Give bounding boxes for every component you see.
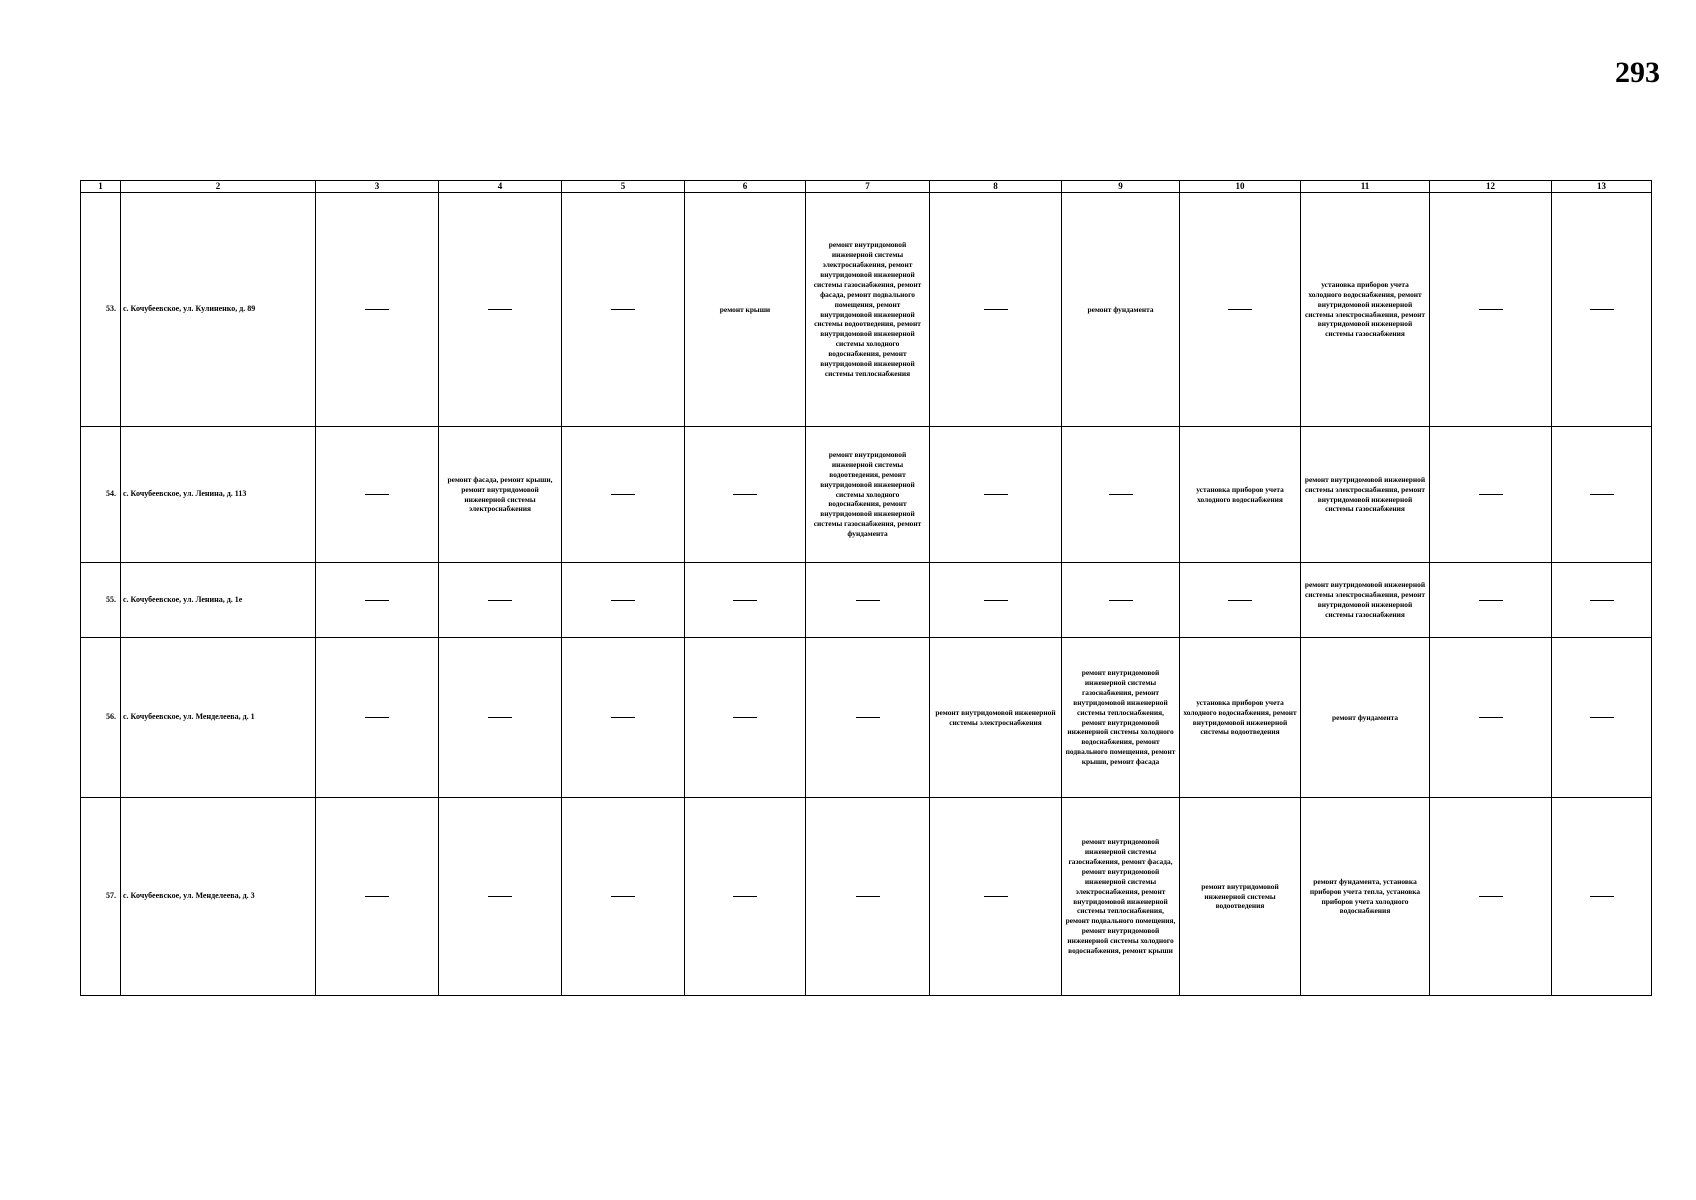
- empty-dash: [733, 494, 757, 495]
- empty-dash: [611, 896, 635, 897]
- work-cell: установка приборов учета холодного водоснабжения, ремонт внутридомовой инженерной системы водоотведения: [1180, 638, 1301, 798]
- empty-dash: [1109, 600, 1133, 601]
- empty-dash: [733, 717, 757, 718]
- table-row: [81, 563, 1652, 638]
- empty-dash: [488, 896, 512, 897]
- work-cell: [685, 427, 806, 563]
- work-cell: [685, 798, 806, 996]
- table-row: [81, 638, 1652, 798]
- empty-dash: [1590, 717, 1614, 718]
- work-cell: ремонт внутридомовой инженерной системы электроснабжения, ремонт внутридомовой инженерной системы газоснабжения: [1301, 427, 1430, 563]
- empty-dash: [488, 717, 512, 718]
- empty-dash: [611, 717, 635, 718]
- column-number: 5: [562, 181, 685, 193]
- work-cell: ремонт внутридомовой инженерной системы электроснабжения: [930, 638, 1062, 798]
- empty-dash: [1590, 494, 1614, 495]
- column-number: 4: [439, 181, 562, 193]
- work-cell: [685, 638, 806, 798]
- work-cell: [1180, 193, 1301, 427]
- empty-dash: [365, 494, 389, 495]
- address-cell: с. Кочубеевское, ул. Ленина, д. 1е: [121, 563, 316, 638]
- empty-dash: [733, 600, 757, 601]
- empty-dash: [1479, 717, 1503, 718]
- empty-dash: [1590, 896, 1614, 897]
- empty-dash: [1479, 494, 1503, 495]
- column-number: 3: [316, 181, 439, 193]
- column-number: 12: [1430, 181, 1552, 193]
- work-cell: ремонт фундамента: [1301, 638, 1430, 798]
- column-number: 11: [1301, 181, 1430, 193]
- repair-schedule-table: [80, 180, 1652, 996]
- work-cell: ремонт внутридомовой инженерной системы электроснабжения, ремонт внутридомовой инженерной системы газоснабжения, ремонт фасада, ремонт подвального помещения, ремонт внутридомовой инженерной системы водоотведения, ремонт внутридомовой инженерной системы холодного водоснабжения, ремонт внутридомовой инженерной системы теплоснабжения: [806, 193, 930, 427]
- address-cell: с. Кочубеевское, ул. Менделеева, д. 1: [121, 638, 316, 798]
- work-cell: [1430, 638, 1552, 798]
- table-row: [81, 193, 1652, 427]
- work-cell: [806, 563, 930, 638]
- work-cell: [1430, 427, 1552, 563]
- work-cell: [1552, 193, 1652, 427]
- work-cell: установка приборов учета холодного водоснабжения: [1180, 427, 1301, 563]
- empty-dash: [1228, 309, 1252, 310]
- column-number: 2: [121, 181, 316, 193]
- empty-dash: [611, 494, 635, 495]
- table-row: [81, 798, 1652, 996]
- row-number: 56.: [81, 638, 121, 798]
- empty-dash: [1590, 600, 1614, 601]
- work-cell: [562, 563, 685, 638]
- work-cell: [1180, 563, 1301, 638]
- column-number: 9: [1062, 181, 1180, 193]
- work-cell: [562, 798, 685, 996]
- column-number: 13: [1552, 181, 1652, 193]
- empty-dash: [488, 600, 512, 601]
- work-cell: [1430, 193, 1552, 427]
- work-cell: [806, 798, 930, 996]
- work-cell: [562, 193, 685, 427]
- work-cell: [316, 563, 439, 638]
- work-cell: [439, 798, 562, 996]
- work-cell: [316, 798, 439, 996]
- work-cell: [1430, 798, 1552, 996]
- work-cell: ремонт фундамента: [1062, 193, 1180, 427]
- work-cell: [1430, 563, 1552, 638]
- empty-dash: [1590, 309, 1614, 310]
- empty-dash: [856, 717, 880, 718]
- column-number: 10: [1180, 181, 1301, 193]
- work-cell: [1552, 798, 1652, 996]
- empty-dash: [1479, 896, 1503, 897]
- work-cell: [1062, 563, 1180, 638]
- work-cell: ремонт внутридомовой инженерной системы водоотведения, ремонт внутридомовой инженерной системы холодного водоснабжения, ремонт внутридомовой инженерной системы газоснабжения, ремонт фундамента: [806, 427, 930, 563]
- table-row: [81, 427, 1652, 563]
- empty-dash: [984, 494, 1008, 495]
- work-cell: [930, 563, 1062, 638]
- row-number: 57.: [81, 798, 121, 996]
- work-cell: ремонт внутридомовой инженерной системы водоотведения: [1180, 798, 1301, 996]
- column-number: 7: [806, 181, 930, 193]
- empty-dash: [984, 600, 1008, 601]
- column-number: 8: [930, 181, 1062, 193]
- work-cell: [685, 563, 806, 638]
- page-number: 293: [1615, 56, 1660, 89]
- empty-dash: [1109, 494, 1133, 495]
- empty-dash: [856, 896, 880, 897]
- empty-dash: [365, 309, 389, 310]
- column-number: 1: [81, 181, 121, 193]
- work-cell: ремонт внутридомовой инженерной системы газоснабжения, ремонт фасада, ремонт внутридомовой инженерной системы электроснабжения, ремонт внутридомовой инженерной системы теплоснабжения, ремонт подвального помещения, ремонт внутридомовой инженерной системы холодного водоснабжения, ремонт крыши: [1062, 798, 1180, 996]
- row-number: 54.: [81, 427, 121, 563]
- empty-dash: [733, 896, 757, 897]
- work-cell: ремонт крыши: [685, 193, 806, 427]
- work-cell: [806, 638, 930, 798]
- work-cell: [439, 638, 562, 798]
- work-cell: [930, 193, 1062, 427]
- work-cell: [316, 427, 439, 563]
- column-number-row: [81, 181, 1652, 193]
- empty-dash: [1479, 600, 1503, 601]
- empty-dash: [365, 717, 389, 718]
- empty-dash: [611, 600, 635, 601]
- address-cell: с. Кочубеевское, ул. Менделеева, д. 3: [121, 798, 316, 996]
- work-cell: ремонт фасада, ремонт крыши, ремонт внутридомовой инженерной системы электроснабжения: [439, 427, 562, 563]
- work-cell: [930, 798, 1062, 996]
- work-cell: ремонт внутридомовой инженерной системы электроснабжения, ремонт внутридомовой инженерной системы газоснабжения: [1301, 563, 1430, 638]
- work-cell: установка приборов учета холодного водоснабжения, ремонт внутридомовой инженерной системы электроснабжения, ремонт внутридомовой инженерной системы газоснабжения: [1301, 193, 1430, 427]
- work-cell: [1062, 427, 1180, 563]
- empty-dash: [365, 896, 389, 897]
- empty-dash: [1228, 600, 1252, 601]
- work-cell: [562, 638, 685, 798]
- work-cell: [316, 638, 439, 798]
- work-cell: [439, 563, 562, 638]
- work-cell: ремонт внутридомовой инженерной системы газоснабжения, ремонт внутридомовой инженерной системы теплоснабжения, ремонт внутридомовой инженерной системы холодного водоснабжения, ремонт подвального помещения, ремонт крыши, ремонт фасада: [1062, 638, 1180, 798]
- work-cell: [316, 193, 439, 427]
- address-cell: с. Кочубеевское, ул. Кулиненко, д. 89: [121, 193, 316, 427]
- row-number: 55.: [81, 563, 121, 638]
- address-cell: с. Кочубеевское, ул. Ленина, д. 113: [121, 427, 316, 563]
- work-cell: [1552, 563, 1652, 638]
- empty-dash: [365, 600, 389, 601]
- empty-dash: [856, 600, 880, 601]
- work-cell: [930, 427, 1062, 563]
- empty-dash: [984, 309, 1008, 310]
- work-cell: [1552, 427, 1652, 563]
- work-cell: [562, 427, 685, 563]
- work-cell: ремонт фундамента, установка приборов учета тепла, установка приборов учета холодного водоснабжения: [1301, 798, 1430, 996]
- column-number: 6: [685, 181, 806, 193]
- empty-dash: [488, 309, 512, 310]
- row-number: 53.: [81, 193, 121, 427]
- work-cell: [1552, 638, 1652, 798]
- work-cell: [439, 193, 562, 427]
- empty-dash: [1479, 309, 1503, 310]
- empty-dash: [984, 896, 1008, 897]
- empty-dash: [611, 309, 635, 310]
